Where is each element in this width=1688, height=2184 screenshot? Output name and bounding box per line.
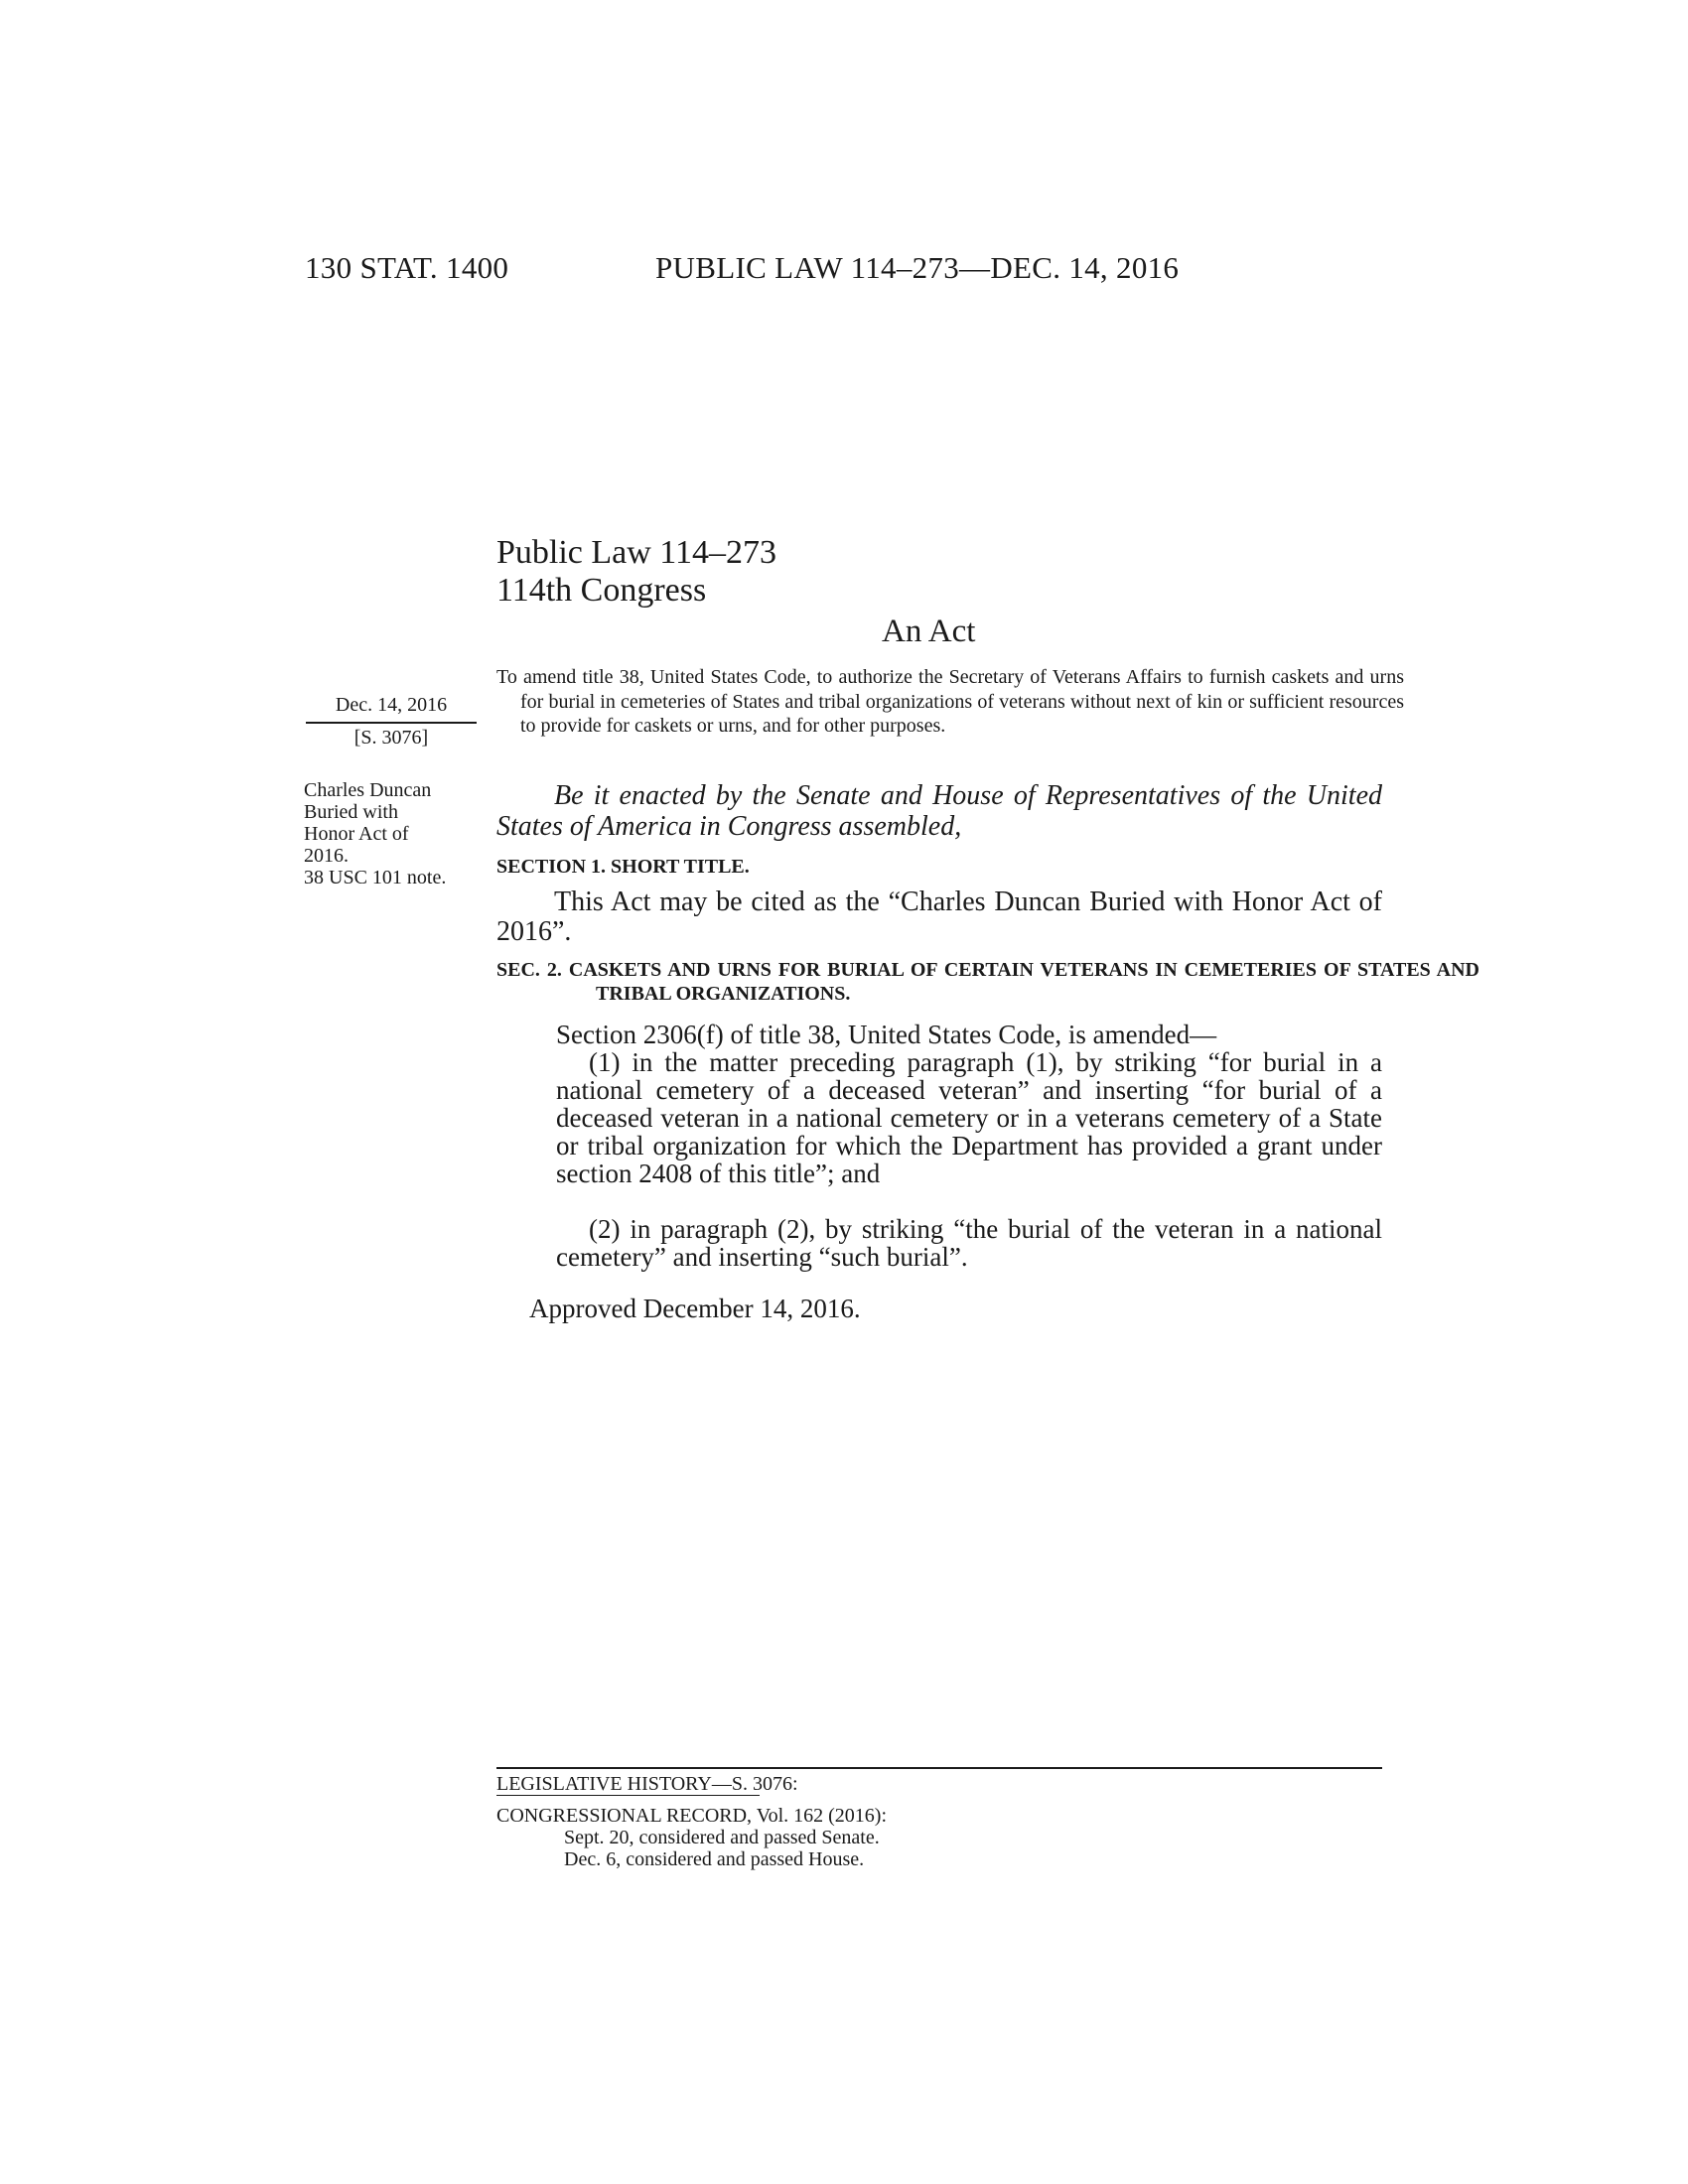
- margin-note-line: Honor Act of: [304, 823, 409, 845]
- margin-date: Dec. 14, 2016: [335, 694, 448, 716]
- act-heading: An Act: [882, 614, 976, 649]
- law-number: Public Law 114–273: [496, 534, 777, 571]
- purpose-paragraph: To amend title 38, United States Code, to authorize the Secretary of Veterans Affairs to furnish caskets and urns for burial in cemeteries of States and tribal organizations of veterans without next of kin or sufficient resources to provide for caskets or urns, and for other purposes.: [496, 666, 1404, 737]
- legislative-action: Dec. 6, considered and passed House.: [564, 1848, 865, 1870]
- margin-short-title-note: [304, 779, 483, 888]
- page-number-stat: 130 STAT. 1400: [305, 250, 509, 285]
- legislative-action: Sept. 20, considered and passed Senate.: [564, 1827, 880, 1848]
- margin-bill-number: [S. 3076]: [353, 727, 429, 749]
- legislative-history-title: LEGISLATIVE HISTORY—S. 3076:: [496, 1773, 798, 1795]
- section-2-paragraph-1: (1) in the matter preceding paragraph (1), by striking “for burial in a national cemetery of a deceased veteran” and inserting “for burial of a deceased veteran in a national cemetery or in a veterans cemetery of a State or tribal organization for which the Department has provided a grant under section 2408 of this title”; and: [556, 1047, 1382, 1188]
- section-2-paragraph-2: (2) in paragraph (2), by striking “the burial of the veteran in a national cemetery” and inserting “such burial”.: [556, 1214, 1382, 1272]
- approval-line: Approved December 14, 2016.: [529, 1294, 861, 1323]
- enacting-clause: Be it enacted by the Senate and House of Representatives of the United States of America in Congress assembled,: [496, 780, 1382, 842]
- section-2-intro: Section 2306(f) of title 38, United States Code, is amended—: [556, 1020, 1217, 1049]
- congressional-record-line: CONGRESSIONAL RECORD, Vol. 162 (2016):: [496, 1805, 887, 1827]
- margin-note-line: Charles Duncan: [304, 779, 432, 801]
- congress-number: 114th Congress: [496, 572, 707, 609]
- section-1-body: This Act may be cited as the “Charles Duncan Buried with Honor Act of 2016”.: [496, 887, 1382, 947]
- legislative-history-divider: [496, 1767, 1382, 1769]
- margin-note-line: Buried with: [304, 801, 398, 823]
- section-2-heading: SEC. 2. CASKETS AND URNS FOR BURIAL OF CERTAIN VETERANS IN CEMETERIES OF STATES AND TRIBAL ORGANIZATIONS.: [496, 959, 1479, 1005]
- margin-note-line: 2016.: [304, 845, 349, 867]
- law-title-block: [496, 534, 776, 610]
- section-1-heading: SECTION 1. SHORT TITLE.: [496, 856, 750, 878]
- running-head-citation: PUBLIC LAW 114–273—DEC. 14, 2016: [655, 250, 1180, 285]
- legislative-history-underline: [496, 1795, 760, 1796]
- margin-note-line: 38 USC 101 note.: [304, 867, 447, 888]
